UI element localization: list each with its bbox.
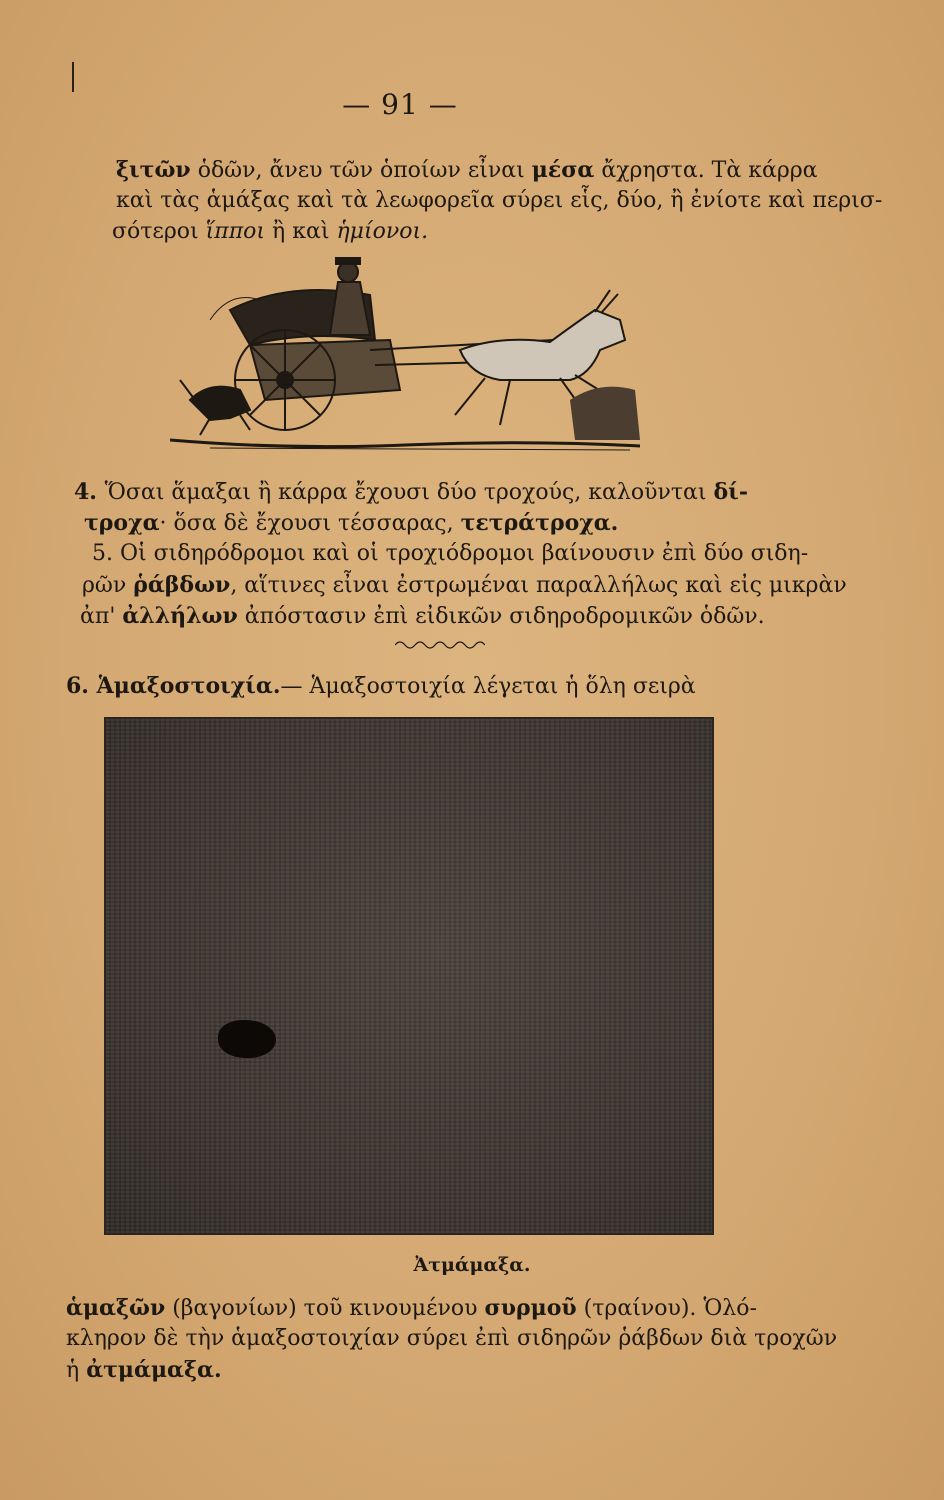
para4-term-ditrocha-start: δί- [713,479,748,505]
para6-title: Ἁμαξοστοιχία. [96,673,281,699]
para5-line-1: 5. Οἱ σιδηρόδρομοι καὶ οἱ τροχιόδρομοι βαίνουσιν ἐπὶ δύο σιδη- [92,541,809,566]
page-number: — 91 — [342,88,458,121]
para5-term-allelon: ἀλλήλων [122,603,238,629]
intro-text-1b: ἄχρηστα. Τὰ κάρρα [594,158,818,183]
intro-text-1: ὁδῶν, ἄνευ τῶν ὁποίων εἶναι [190,158,532,183]
locomotive-photo [106,719,712,1233]
end-text-1b: (βαγονίων) τοῦ κινουμένου [165,1296,485,1321]
para6-number: 6. [66,673,97,699]
wave-ornament [395,638,485,652]
intro-text-3c: ἢ καὶ [265,219,337,244]
figure-caption: Ἀτμάμαξα. [413,1254,531,1276]
end-text-1d: (τραίνου). Ὁλό- [576,1296,757,1321]
end-term-syrmou: συρμοῦ [484,1295,577,1321]
para4-line-2 [84,509,618,538]
para4-number: 4. [74,479,105,505]
intro-term-mesa: μέσα [531,157,595,183]
end-text-3a: ἡ [66,1358,87,1383]
intro-line-2: καὶ τὰς ἁμάξας καὶ τὰ λεωφορεῖα σύρει εἷς, δύο, ἢ ἐνίοτε καὶ περισ- [116,188,883,213]
intro-line-1 [116,156,818,185]
carriage-illustration [170,250,640,470]
para5-text-2a: ρῶν [82,573,134,598]
end-term-atmamaxa: ἀτμάμαξα. [86,1357,222,1383]
para5-line-3 [80,602,765,631]
intro-text-3a: σότεροι [112,219,206,244]
intro-line-3 [112,218,428,246]
para4-term-tetratrocha: τετράτροχα. [460,510,619,536]
margin-mark [72,62,74,92]
paper-hole [218,1020,276,1058]
para5-text-2c: , αἵτινες εἶναι ἐστρωμέναι παραλλήλως καὶ εἰς μικρὰν [230,573,847,598]
end-line-2: κληρον δὲ τὴν ἁμαξοστοιχίαν σύρει ἐπὶ σιδηρῶν ῥάβδων διὰ τροχῶν [66,1326,838,1351]
intro-bold-word: ξιτῶν [116,157,191,183]
end-term-amaxon: ἁμαξῶν [66,1295,166,1321]
para5-text-3c: ἀπόστασιν ἐπὶ εἰδικῶν σιδηροδρομικῶν ὁδῶν. [237,604,765,629]
para5-term-rabdon: ῥάβδων [133,572,231,598]
end-line-1 [66,1294,757,1323]
intro-term-hemionoi: ἡμίονοι. [336,219,429,244]
para6-text: — Ἁμαξοστοιχία λέγεται ἡ ὅλη σειρὰ [280,674,696,699]
para5-text-3a: ἀπ' [80,604,123,629]
end-line-3 [66,1356,222,1385]
intro-term-hippoi: ἵπποι [205,219,266,244]
para4-line-1 [74,478,748,507]
para4-text-2: · ὅσα δὲ ἔχουσι τέσσαρας, [159,511,461,536]
para6-line-1 [66,672,696,701]
para4-term-ditrocha-end: τροχα [84,510,160,536]
para4-text-1: Ὅσαι ἅμαξαι ἢ κάρρα ἔχουσι δύο τροχούς, καλοῦνται [104,480,714,505]
para5-line-2 [82,571,847,600]
